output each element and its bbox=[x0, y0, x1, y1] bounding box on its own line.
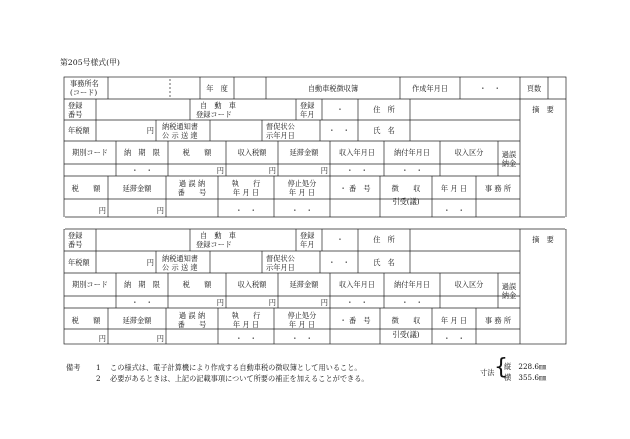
stop-label-1: 停止処分 bbox=[287, 311, 317, 320]
public-delivery-label: 公 示 送 達 bbox=[162, 131, 198, 140]
yen-4: 円 bbox=[320, 298, 328, 307]
reg-label: 登録 bbox=[300, 231, 315, 240]
collect-label-1: 徴 収 bbox=[391, 316, 421, 325]
ymd-dots: ・ ・ bbox=[443, 334, 465, 343]
stop-label-2: 年 月 日 bbox=[288, 320, 316, 329]
period-code-label: 期別コード bbox=[72, 148, 108, 157]
paid-dots: ・ ・ bbox=[401, 166, 423, 175]
collect-label-1: 徴 収 bbox=[391, 184, 421, 193]
paid-date-label: 納付年月日 bbox=[394, 148, 430, 157]
note-1-number: 1 bbox=[96, 363, 101, 372]
remarks-label: 摘 要 bbox=[532, 235, 554, 244]
number-label: 番号 bbox=[68, 240, 83, 249]
overpay-no-label-1: 過 誤 納 bbox=[178, 179, 206, 188]
collect-close: ) bbox=[416, 197, 420, 206]
overpay-no-label-1: 過 誤 納 bbox=[178, 311, 206, 320]
tax2-label: 税 額 bbox=[71, 184, 101, 193]
late-fee-label: 延滞金額 bbox=[289, 280, 319, 289]
overpaid-label-2: 納金 bbox=[501, 159, 517, 168]
note-1-text: この様式は、電子計算機により作成する自動車税の徴収簿として用いること。 bbox=[110, 363, 362, 372]
demand-date-label: 示年月日 bbox=[266, 131, 295, 140]
exec-dots: ・ ・ bbox=[235, 206, 257, 215]
registration-label: 登録 bbox=[68, 231, 83, 240]
collect-open: 引受( bbox=[392, 197, 410, 206]
registration-label: 登録 bbox=[68, 101, 83, 110]
note-2-text: 必要があるときは、上記の記載事項について所要の補正を加えることができる。 bbox=[110, 374, 369, 383]
demand-public-label: 督促状公 bbox=[266, 122, 295, 131]
stop-label-1: 停止処分 bbox=[287, 179, 317, 188]
due-date-label: 納 期 限 bbox=[124, 280, 160, 289]
tax-notice-label: 納税通知書 bbox=[162, 254, 198, 263]
received-date-label: 収入年月日 bbox=[339, 148, 375, 157]
yen-1: 円 bbox=[146, 258, 154, 267]
demand-date-label: 示年月日 bbox=[266, 263, 295, 272]
stop-dots: ・ ・ bbox=[291, 206, 313, 215]
reg-dot: ・ bbox=[336, 105, 344, 114]
demand-public-label: 督促状公 bbox=[266, 254, 295, 263]
stop-dots: ・ ・ bbox=[291, 334, 313, 343]
size-height: 縦 228.6㎜ bbox=[504, 362, 547, 371]
received-class-label: 収入区分 bbox=[454, 280, 484, 289]
car-label: 自 動 車 bbox=[200, 231, 236, 240]
exec-label-1: 執 行 bbox=[231, 179, 261, 188]
overpay-no-label-2: 番 号 bbox=[177, 320, 207, 329]
stop-label-2: 年 月 日 bbox=[288, 188, 316, 197]
yen-4: 円 bbox=[320, 166, 328, 175]
received-tax-label: 収入税額 bbox=[237, 148, 267, 157]
car-label: 自 動 車 bbox=[200, 101, 236, 110]
collect-close: ) bbox=[416, 330, 420, 339]
public-delivery-label: 公 示 送 達 bbox=[162, 263, 198, 272]
year-month-label: 年月 bbox=[300, 110, 315, 119]
reg-code-label: 登録コード bbox=[196, 110, 232, 119]
received-dots: ・ ・ bbox=[346, 298, 368, 307]
address-label: 住 所 bbox=[373, 235, 395, 244]
received-date-label: 収入年月日 bbox=[339, 280, 375, 289]
yen-2: 円 bbox=[216, 298, 224, 307]
overpay-no-label-2: 番 号 bbox=[177, 188, 207, 197]
created-date-label: 作成年月日 bbox=[412, 84, 448, 93]
collect-open: 引受( bbox=[392, 330, 410, 339]
due-dots: ・ ・ bbox=[131, 298, 153, 307]
office-label: 事務所名 bbox=[70, 79, 99, 88]
late-fee-label: 延滞金額 bbox=[289, 148, 319, 157]
late-fee2-label: 延滞金額 bbox=[122, 184, 152, 193]
ymd-label: 年 月 日 bbox=[440, 316, 468, 325]
yen-1: 円 bbox=[146, 126, 154, 135]
created-date-dots: ・ ・ bbox=[479, 84, 501, 93]
notes-head: 備考 bbox=[66, 363, 81, 372]
received-tax-label: 収入税額 bbox=[237, 280, 267, 289]
note-2-number: 2 bbox=[96, 374, 101, 383]
due-date-label: 納 期 限 bbox=[124, 148, 160, 157]
name-label: 氏 名 bbox=[373, 126, 395, 135]
year-label: 年 度 bbox=[206, 84, 228, 93]
size-width: 横 355.6㎜ bbox=[504, 373, 547, 382]
form-number: 第205号様式(甲) bbox=[60, 58, 120, 67]
ymd-dots: ・ ・ bbox=[443, 206, 465, 215]
due-dots: ・ ・ bbox=[131, 166, 153, 175]
register-title: 自動車税徴収簿 bbox=[307, 84, 359, 93]
tax-label: 税 額 bbox=[182, 148, 212, 157]
page-count-label: 頁数 bbox=[526, 84, 542, 93]
exec-label-2: 年 月 日 bbox=[232, 320, 260, 329]
collect-circle: 議 bbox=[409, 330, 417, 339]
tax2-label: 税 額 bbox=[71, 316, 101, 325]
period-code-label: 期別コード bbox=[72, 280, 108, 289]
demand-dots: ・ ・ bbox=[328, 126, 350, 135]
tax-notice-label: 納税通知書 bbox=[162, 122, 198, 131]
exec-label-2: 年 月 日 bbox=[232, 188, 260, 197]
reg-code-label: 登録コード bbox=[196, 240, 232, 249]
yen-6: 円 bbox=[156, 206, 164, 215]
demand-dots: ・ ・ bbox=[328, 258, 350, 267]
yen-3: 円 bbox=[268, 166, 276, 175]
yen-3: 円 bbox=[268, 298, 276, 307]
overpaid-label-1: 過誤 bbox=[501, 150, 517, 159]
no-label: ・ 番 号 bbox=[339, 184, 371, 193]
ymd-label: 年 月 日 bbox=[440, 184, 468, 193]
late-fee2-label: 延滞金額 bbox=[122, 316, 152, 325]
overpaid-label-2: 納金 bbox=[501, 291, 517, 300]
tax-label: 税 額 bbox=[182, 280, 212, 289]
overpaid-label-1: 過誤 bbox=[501, 282, 517, 291]
tax-amount-label: 年税額 bbox=[68, 126, 90, 135]
paid-date-label: 納付年月日 bbox=[394, 280, 430, 289]
received-class-label: 収入区分 bbox=[454, 148, 484, 157]
size-label: 寸法 bbox=[480, 368, 495, 377]
remarks-label: 摘 要 bbox=[532, 105, 554, 114]
office2-label: 事 務 所 bbox=[484, 316, 512, 325]
office2-label: 事 務 所 bbox=[484, 184, 512, 193]
yen-2: 円 bbox=[216, 166, 224, 175]
collect-circle: 議 bbox=[409, 197, 417, 206]
collect-label-2 bbox=[380, 330, 432, 339]
collect-label-2 bbox=[380, 197, 432, 206]
tax-amount-label: 年税額 bbox=[68, 258, 90, 267]
office-code-label: (コード) bbox=[70, 88, 98, 97]
year-month-label: 年月 bbox=[300, 240, 315, 249]
received-dots: ・ ・ bbox=[346, 166, 368, 175]
yen-6: 円 bbox=[156, 334, 164, 343]
reg-dot: ・ bbox=[336, 235, 344, 244]
yen-5: 円 bbox=[98, 334, 106, 343]
exec-dots: ・ ・ bbox=[235, 334, 257, 343]
yen-5: 円 bbox=[98, 206, 106, 215]
address-label: 住 所 bbox=[373, 105, 395, 114]
number-label: 番号 bbox=[68, 110, 83, 119]
reg-label: 登録 bbox=[300, 101, 315, 110]
paid-dots: ・ ・ bbox=[401, 298, 423, 307]
size-brace: { bbox=[494, 355, 508, 380]
exec-label-1: 執 行 bbox=[231, 311, 261, 320]
name-label: 氏 名 bbox=[373, 258, 395, 267]
no-label: ・ 番 号 bbox=[339, 316, 371, 325]
